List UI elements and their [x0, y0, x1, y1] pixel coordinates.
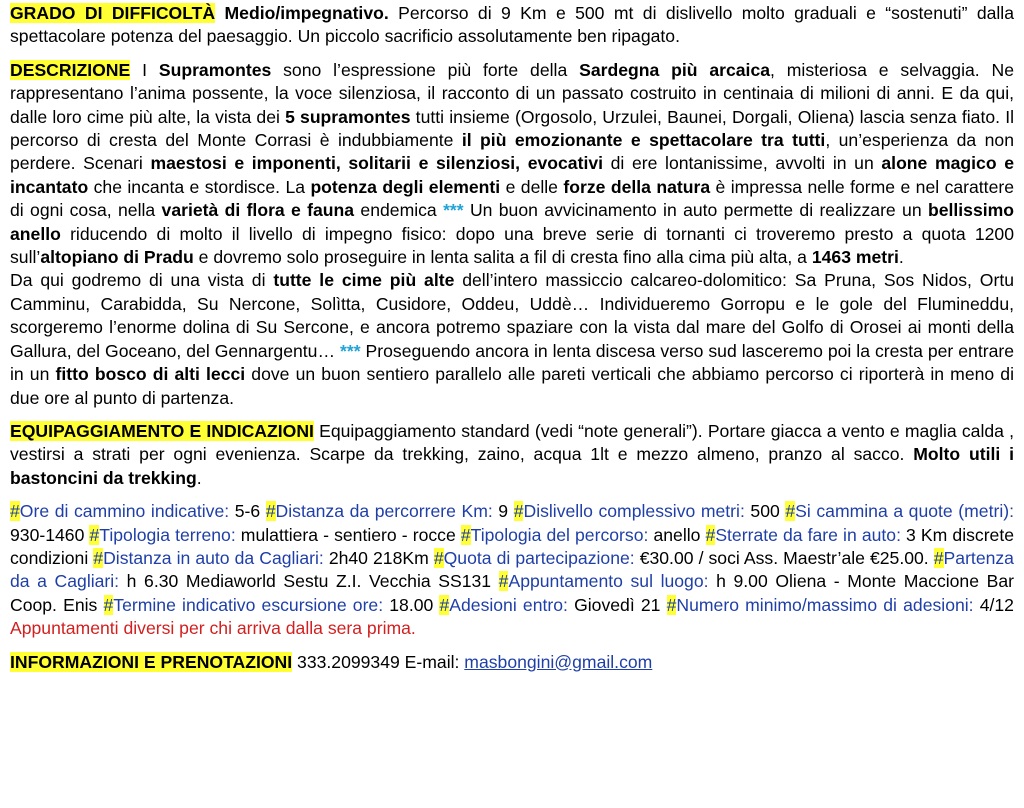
section-grado [10, 0, 1014, 49]
text-run: Da qui godremo di una vista di [10, 270, 274, 291]
text-run: . [898, 247, 904, 268]
info-value: 18.00 [383, 594, 440, 615]
text-run: che incanta e stordisce. La [88, 176, 311, 197]
hash-marker: # [103, 594, 114, 615]
info-value: 2h40 218Km [323, 547, 434, 568]
info-value: 3 Km discrete condizioni [10, 524, 1015, 568]
text-run: tutte le cime più alte [273, 270, 455, 291]
hash-marker: # [666, 594, 677, 615]
grado-text: Percorso di 9 Km e 500 mt di dislivello molto graduali e “sostenuti” dalla spettacolare potenza del paesaggio. Un piccolo sacrificio assolutamente ben ripagato. [10, 3, 1014, 47]
hash-marker: # [433, 547, 444, 568]
hash-marker: # [933, 547, 944, 568]
info-value: anello [648, 524, 706, 545]
text-run: Un buon avvicinamento in auto permette di realizzare un [463, 200, 928, 221]
hash-marker: # [439, 594, 450, 615]
info-label: Termine indicativo escursione ore: [113, 594, 384, 615]
text-run: Proseguendo ancora in lenta discesa verso sud lasceremo poi la cresta per entrare in un [10, 340, 1014, 385]
equipaggiamento-heading: EQUIPAGGIAMENTO E INDICAZIONI [10, 420, 314, 441]
info-label: Si cammina a quote (metri): [795, 501, 1014, 522]
section-equipaggiamento [10, 420, 1014, 490]
text-run: fitto bosco di alti lecci [55, 364, 246, 385]
hash-marker: # [705, 524, 716, 545]
text-run: 5 supramontes [285, 106, 411, 127]
text-run: e dovremo solo proseguire in lenta salita a fil di cresta fino alla cima più alta, a [193, 247, 812, 268]
text-run: il più emozionante e spettacolare tra tutti [461, 130, 826, 151]
text-run: di ere lontanissime, avvolti in un [603, 153, 882, 174]
descrizione-heading: DESCRIZIONE [10, 59, 131, 80]
text-run: è impressa nelle forme e nel carattere di ogni cosa, nella [10, 176, 1014, 221]
contatti-heading: INFORMAZIONI E PRENOTAZIONI [10, 651, 293, 672]
info-label: Ore di cammino indicative: [19, 501, 230, 522]
hash-marker: # [513, 501, 524, 522]
info-label: Dislivello complessivo metri: [523, 501, 745, 522]
grado-level: Medio/impegnativo. [224, 3, 389, 23]
info-value: mulattiera - sentiero - rocce [235, 524, 461, 545]
text-run: *** [340, 340, 361, 361]
text-run: varietà di flora e fauna [161, 200, 355, 221]
info-label: Appuntamento sul luogo: [508, 571, 709, 592]
section-contatti [10, 651, 1014, 674]
text-run: maestosi e imponenti, solitarii e silenziosi, evocativi [150, 153, 604, 174]
email-link[interactable]: masbongini@gmail.com [464, 651, 653, 672]
contatti-phone: 333.2099349 E-mail: [292, 651, 465, 672]
info-label: Distanza in auto da Cagliari: [103, 547, 324, 568]
text-run: potenza degli elementi [310, 176, 501, 197]
info-value: h 9.00 Oliena - Monte Maccione Bar Coop. Enis [10, 571, 1014, 615]
text-run: , misteriosa e selvaggia. Ne rappresentano l’anima possente, la voce silenziosa, il racconto di un passato costruito in centinaia di milioni di anni. E da qui, dalle loro cime più alte, la vista dei [10, 59, 1014, 127]
info-label: Sterrate da fare in auto: [715, 524, 901, 545]
info-value: h 6.30 Mediaworld Sestu Z.I. Vecchia SS131 [119, 571, 499, 592]
text-run: I [130, 59, 159, 80]
info-label: Partenza da a Cagliari: [10, 547, 1014, 592]
info-label: Distanza da percorrere Km: [275, 501, 493, 522]
text-run: dell’intero massiccio calcareo-dolomitico: Sa Pruna, Sos Nidos, Ortu Camminu, Carabidda, Su Nercone, Solìtta, Cusidore, Oddeu, Uddè… Individueremo Gorropu e le gole del Flumineddu, scorgeremo l’enorme dolina di Su Sercone, e ancora potremo spaziare con la vista dal mare del Golfo di Orosei ai monti della Gallura, del Goceano, del Gennargentu… [10, 270, 1014, 361]
equipaggiamento-end: . [196, 467, 202, 488]
info-label: Tipologia del percorso: [470, 524, 649, 545]
descrizione-paragraph-2 [10, 269, 1014, 409]
hash-marker: # [93, 547, 104, 568]
text-run: bellissimo anello [10, 200, 1015, 244]
grado-heading: GRADO DI DIFFICOLTÀ [10, 3, 216, 23]
section-info-list [10, 500, 1014, 640]
info-value: €30.00 / soci Ass. Maestr’ale €25.00. [634, 547, 934, 568]
text-run: riducendo di molto il livello di impegno fisico: dopo una breve serie di tornanti ci troveremo presto a quota 1200 sull’ [10, 223, 1014, 268]
info-value: 4/12 [973, 594, 1014, 615]
info-label: Quota di partecipazione: [443, 547, 635, 568]
info-label: Tipologia terreno: [99, 524, 236, 545]
text-run: *** [443, 200, 464, 221]
text-run: 1463 metri [811, 247, 899, 268]
hash-marker: # [785, 501, 796, 522]
info-value: 5-6 [229, 501, 266, 522]
section-descrizione [10, 59, 1014, 270]
hash-marker: # [10, 501, 20, 522]
text-run: sono l’espressione più forte della [271, 59, 580, 80]
text-run: e delle [500, 176, 564, 197]
text-run: endemica [354, 200, 444, 221]
info-note: Appuntamenti diversi per chi arriva dalla sera prima. [10, 618, 416, 639]
text-run: , un’esperienza da non perdere. Scenari [10, 130, 1014, 174]
text-run: tutti insieme (Orgosolo, Urzulei, Baunei, Dorgali, Oliena) lascia senza fiato. Il percorso di cresta del Monte Corrasi è indubbiamente [10, 106, 1014, 151]
text-run: altopiano di Pradu [40, 247, 194, 268]
info-value: Giovedì 21 [567, 594, 667, 615]
hash-marker: # [265, 501, 276, 522]
info-value: 500 [744, 501, 786, 522]
text-run: dove un buon sentiero parallelo alle pareti verticali che abbiamo percorso ci riporterà in meno di due ore al punto di partenza. [10, 364, 1014, 408]
info-label: Numero minimo/massimo di adesioni: [676, 594, 974, 615]
text-run: alone magico e incantato [10, 153, 1014, 197]
info-label: Adesioni entro: [449, 594, 568, 615]
equipaggiamento-bold: Molto utili i bastoncini da trekking [10, 444, 1014, 488]
descrizione-paragraph-1 [10, 60, 1014, 267]
text-run: Sardegna più arcaica [579, 59, 771, 80]
equipaggiamento-text: Equipaggiamento standard (vedi “note generali”). Portare giacca a vento e maglia calda , vestirsi a strati per ogni evenienza. Scarpe da trekking, zaino, acqua 1lt e mezzo almeno, pranzo al sacco. [10, 420, 1014, 465]
info-value: 930-1460 [10, 524, 90, 545]
text-run: forze della natura [563, 176, 711, 197]
hash-marker: # [498, 571, 509, 592]
info-value: 9 [492, 501, 514, 522]
hash-marker: # [460, 524, 471, 545]
text-run: Supramontes [158, 59, 272, 80]
hash-marker: # [89, 524, 100, 545]
